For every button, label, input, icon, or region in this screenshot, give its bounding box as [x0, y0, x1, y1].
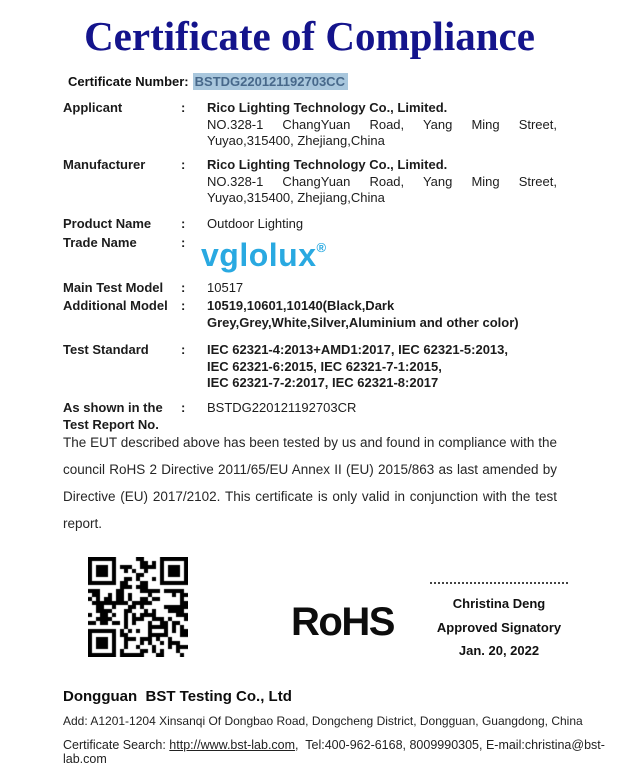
- additional-model-label: Additional Model: [63, 298, 168, 313]
- certificate-search-row: [63, 738, 619, 766]
- manufacturer-label: Manufacturer: [63, 157, 146, 172]
- colon-separator: :: [181, 157, 186, 172]
- trade-name-label: Trade Name: [63, 235, 137, 250]
- colon-separator: :: [181, 216, 186, 231]
- colon-separator: :: [181, 400, 186, 415]
- certificate-search-label: Certificate Search:: [63, 738, 170, 752]
- colon-separator: :: [181, 100, 186, 115]
- product-name-label: Product Name: [63, 216, 152, 231]
- signature-dotted-line: [430, 582, 568, 584]
- page-title: Certificate of Compliance: [84, 13, 535, 59]
- test-standard-line2: IEC 62321-6:2015, IEC 62321-7-1:2015,: [207, 358, 442, 374]
- field-row-main-test-model: [63, 280, 557, 297]
- registered-trademark-icon: ®: [316, 240, 327, 255]
- colon-separator: :: [181, 298, 186, 313]
- signature-date: Jan. 20, 2022: [458, 643, 540, 658]
- colon-separator: :: [181, 235, 186, 250]
- main-test-model-value: 10517: [207, 280, 244, 295]
- test-standard-line1: IEC 62321-4:2013+AMD1:2017, IEC 62321-5:2013,: [207, 342, 508, 357]
- signatory-name: Christina Deng: [452, 596, 546, 611]
- test-standard-label: Test Standard: [63, 342, 149, 357]
- certificate-number-value: BSTDG220121192703CC: [193, 73, 348, 90]
- field-row-manufacturer: [63, 157, 557, 207]
- product-name-value: Outdoor Lighting: [207, 216, 304, 231]
- certificate-number-label: Certificate Number:: [68, 74, 189, 89]
- field-row-test-standard: [63, 342, 557, 392]
- vglolux-brand-logo: [201, 237, 327, 274]
- issuer-company-name: Dongguan BST Testing Co., Ltd: [63, 688, 292, 705]
- test-report-label: As shown in the Test Report No.: [63, 400, 163, 432]
- additional-model-line2: Grey,Grey,White,Silver,Aluminium and other color): [207, 314, 519, 330]
- issuer-address: Add: A1201-1204 Xinsanqi Of Dongbao Road, Dongcheng District, Dongguan, Guangdong, China: [63, 714, 583, 728]
- colon-separator: :: [181, 342, 186, 357]
- colon-separator: :: [181, 280, 186, 295]
- applicant-name: Rico Lighting Technology Co., Limited.: [207, 100, 448, 115]
- test-report-value: BSTDG220121192703CR: [207, 400, 357, 415]
- certificate-search-link[interactable]: http://www.bst-lab.com: [169, 738, 296, 752]
- field-row-applicant: [63, 100, 557, 150]
- applicant-address: NO.328-1 ChangYuan Road, Yang Ming Street, Yuyao,315400, Zhejiang,China: [207, 116, 557, 148]
- manufacturer-name: Rico Lighting Technology Co., Limited.: [207, 157, 448, 172]
- additional-model-line1: 10519,10601,10140(Black,Dark: [207, 298, 395, 313]
- applicant-label: Applicant: [63, 100, 123, 115]
- manufacturer-address: NO.328-1 ChangYuan Road, Yang Ming Street, Yuyao,315400, Zhejiang,China: [207, 173, 557, 205]
- certificate-number-row: [68, 74, 348, 89]
- field-row-product-name: [63, 216, 557, 233]
- signatory-role: Approved Signatory: [436, 619, 562, 635]
- test-standard-line3: IEC 62321-7-2:2017, IEC 62321-8:2017: [207, 375, 439, 390]
- signature-block: [420, 582, 578, 663]
- issuer-contact-info: , Tel:400-962-6168, 8009990305, E-mail:christina@bst-lab.com: [63, 738, 605, 766]
- field-row-additional-model: [63, 298, 557, 331]
- vglolux-logo-text: vglolux: [201, 237, 317, 273]
- rohs-mark: RoHS: [291, 600, 394, 644]
- main-test-model-label: Main Test Model: [63, 280, 164, 295]
- qr-code: [88, 557, 188, 657]
- compliance-statement: The EUT described above has been tested by us and found in compliance with the council RoHS 2 Directive 2011/65/EU Annex II (EU) 2015/863 as last amended by Directive (EU) 2017/2102. This certificate is only valid in conjunction with the test report.: [63, 435, 557, 531]
